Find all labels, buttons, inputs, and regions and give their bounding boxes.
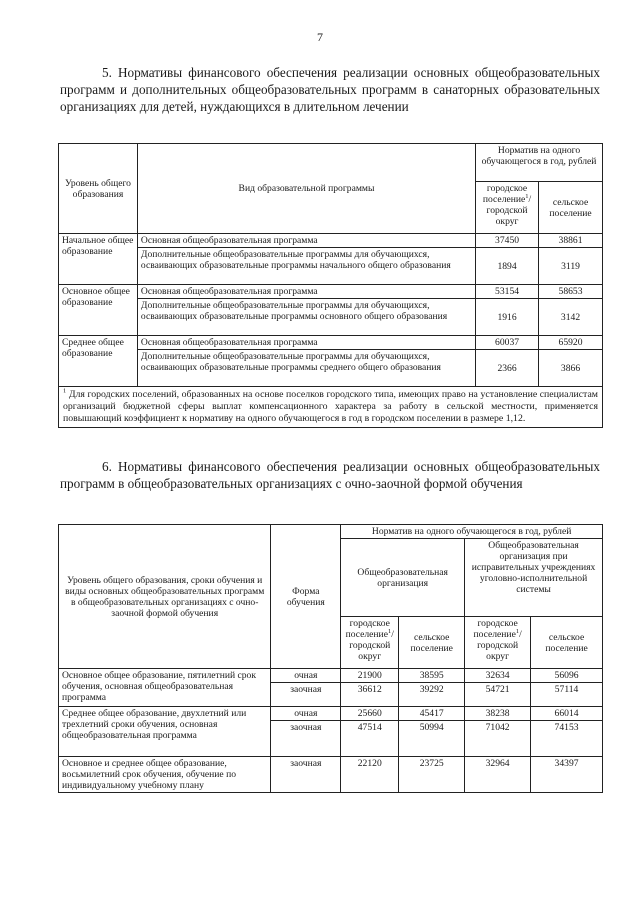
correctional-rural-value: 74153 <box>531 721 603 757</box>
header-rural: сельское поселение <box>531 617 603 669</box>
header-level-6: Уровень общего образования, сроки обучения и виды основных общеобразовательных программ в общеобразовательных организациях с очно-заочной формой обучения <box>59 525 271 669</box>
program-cell: Основная общеобразовательная программа <box>137 336 475 350</box>
rural-value: 3142 <box>539 299 603 336</box>
correctional-urban-value: 32964 <box>465 757 531 793</box>
rural-value: 65920 <box>539 336 603 350</box>
header-norm-6: Норматив на одного обучающегося в год, рублей <box>341 525 603 539</box>
form-cell: заочная <box>271 683 341 707</box>
form-cell: заочная <box>271 721 341 757</box>
general-urban-value: 47514 <box>341 721 399 757</box>
table-6 <box>58 524 603 793</box>
correctional-rural-value: 34397 <box>531 757 603 793</box>
level-cell: Начальное общее образование <box>59 234 138 285</box>
correctional-urban-value: 38238 <box>465 707 531 721</box>
general-rural-value: 23725 <box>399 757 465 793</box>
header-form: Форма обучения <box>271 525 341 669</box>
general-urban-value: 22120 <box>341 757 399 793</box>
level-cell: Среднее общее образование, двухлетний или трехлетний сроки обучения, основная общеобразовательная программа <box>59 707 271 757</box>
header-urban: городское поселение$^1$/ городской округ <box>465 617 531 669</box>
general-rural-value: 50994 <box>399 721 465 757</box>
header-urban: городское поселение$^1$/ городской округ <box>476 182 539 234</box>
urban-value: 1894 <box>476 248 539 285</box>
rural-value: 58653 <box>539 285 603 299</box>
footnote: $^1$ Для городских поселений, образованных на основе поселков городского типа, имеющих право на установление специалистам организаций бюджетной сферы выплат компенсационного характера за работу в сельской местности, применяется повышающий коэффициент к нормативу на одного обучающегося в год в городском поселении в размере 1,12. <box>59 387 603 428</box>
section-6-title: 6. Нормативы финансового обеспечения реализации основных общеобразовательных программ в общеобразовательных организациях с очно-заочной формой обучения <box>60 459 600 491</box>
general-urban-value: 25660 <box>341 707 399 721</box>
header-level: Уровень общего образования <box>59 144 138 234</box>
urban-value: 37450 <box>476 234 539 248</box>
program-cell: Дополнительные общеобразовательные программы для обучающихся, осваивающих образовательные программы начального общего образования <box>137 248 475 285</box>
urban-value: 53154 <box>476 285 539 299</box>
urban-value: 60037 <box>476 336 539 350</box>
header-norm: Норматив на одного обучающегося в год, рублей <box>476 144 603 182</box>
form-cell: заочная <box>271 757 341 793</box>
program-cell: Дополнительные общеобразовательные программы для обучающихся, осваивающих образовательные программы среднего общего образования <box>137 350 475 387</box>
header-rural: сельское поселение <box>399 617 465 669</box>
table-5 <box>58 143 603 428</box>
header-rural: сельское поселение <box>539 182 603 234</box>
level-cell: Среднее общее образование <box>59 336 138 387</box>
program-cell: Основная общеобразовательная программа <box>137 285 475 299</box>
general-rural-value: 38595 <box>399 669 465 683</box>
correctional-rural-value: 56096 <box>531 669 603 683</box>
level-cell: Основное и среднее общее образование, восьмилетний срок обучения, обучение по индивидуальному учебному плану <box>59 757 271 793</box>
page-number: 7 <box>317 30 323 44</box>
correctional-rural-value: 66014 <box>531 707 603 721</box>
general-urban-value: 36612 <box>341 683 399 707</box>
general-rural-value: 45417 <box>399 707 465 721</box>
form-cell: очная <box>271 669 341 683</box>
rural-value: 38861 <box>539 234 603 248</box>
program-cell: Основная общеобразовательная программа <box>137 234 475 248</box>
rural-value: 3866 <box>539 350 603 387</box>
urban-value: 1916 <box>476 299 539 336</box>
urban-value: 2366 <box>476 350 539 387</box>
general-urban-value: 21900 <box>341 669 399 683</box>
correctional-rural-value: 57114 <box>531 683 603 707</box>
header-correctional-org: Общеобразовательная организация при исправительных учреждениях уголовно-исполнительной системы <box>465 539 603 617</box>
correctional-urban-value: 32634 <box>465 669 531 683</box>
section-5-title: 5. Нормативы финансового обеспечения реализации основных общеобразовательных программ и дополнительных общеобразовательных программ в санаторных образовательных организациях для детей, нуждающихся в длительном лечении <box>60 65 600 114</box>
header-urban: городское поселение$^1$/ городской округ <box>341 617 399 669</box>
form-cell: очная <box>271 707 341 721</box>
program-cell: Дополнительные общеобразовательные программы для обучающихся, осваивающих образовательные программы основного общего образования <box>137 299 475 336</box>
header-program: Вид образовательной программы <box>137 144 475 234</box>
level-cell: Основное общее образование, пятилетний срок обучения, основная общеобразовательная программа <box>59 669 271 707</box>
correctional-urban-value: 54721 <box>465 683 531 707</box>
correctional-urban-value: 71042 <box>465 721 531 757</box>
rural-value: 3119 <box>539 248 603 285</box>
level-cell: Основное общее образование <box>59 285 138 336</box>
header-general-org: Общеобразовательная организация <box>341 539 465 617</box>
general-rural-value: 39292 <box>399 683 465 707</box>
